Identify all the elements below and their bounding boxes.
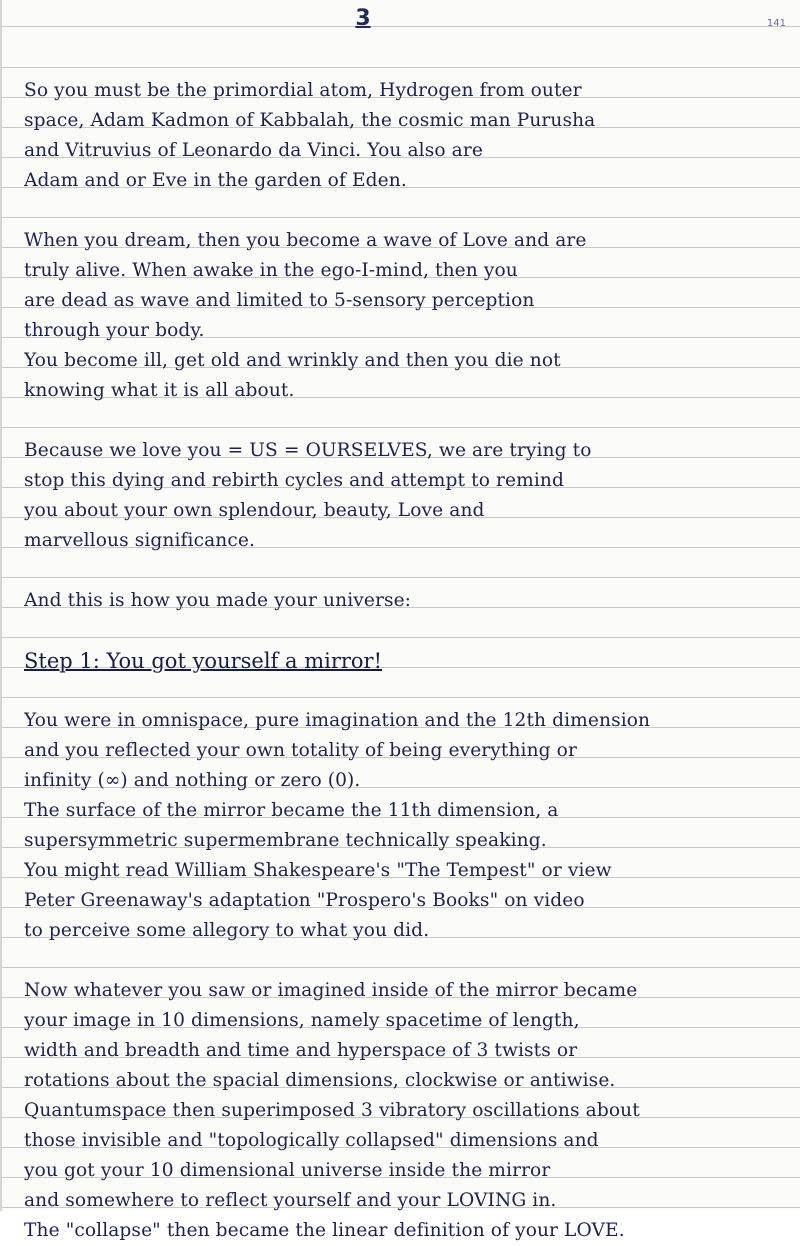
text-line: space, Adam Kadmon of Kabbalah, the cosmic man Purusha [24,110,596,131]
section-heading [24,646,796,676]
text-line: You become ill, get old and wrinkly and then you die not [24,350,561,371]
text-line: You were in omnispace, pure imagination and the 12th dimension [24,710,651,731]
text-line: rotations about the spacial dimensions, clockwise or antiwise. [24,1070,616,1091]
text-line: Quantumspace then superimposed 3 vibratory oscillations about [24,1100,640,1121]
text-line: And this is how you made your universe: [24,590,412,611]
paragraph-gap [24,946,796,976]
text-line: and somewhere to reflect yourself and your LOVING in. [24,1190,557,1211]
paragraph-gap [24,556,796,586]
text-line: So you must be the primordial atom, Hydrogen from outer [24,80,582,101]
text-line: Because we love you = US = OURSELVES, we are trying to [24,440,592,461]
paragraph-gap [24,196,796,226]
text-line: infinity (∞) and nothing or zero (0). [24,770,361,791]
text-line: are dead as wave and limited to 5-sensory perception [24,290,535,311]
page-number: 3 [355,6,371,31]
text-line: width and breadth and time and hyperspace of 3 twists or [24,1040,578,1061]
paragraph-gap [24,406,796,436]
page-stamp: 141 [766,18,786,29]
section-heading-text: Step 1: You got yourself a mirror! [24,649,383,673]
text-line: stop this dying and rebirth cycles and attempt to remind [24,470,564,491]
text-line: truly alive. When awake in the ego-I-mind, then you [24,260,518,281]
text-line: supersymmetric supermembrane technically speaking. [24,830,547,851]
text-line: Peter Greenaway's adaptation "Prospero's Books" on video [24,890,585,911]
text-line: your image in 10 dimensions, namely spacetime of length, [24,1010,580,1031]
text-line: Now whatever you saw or imagined inside of the mirror became [24,980,638,1001]
text-line: marvellous significance. [24,530,255,551]
text-line: and you reflected your own totality of being everything or [24,740,577,761]
text-line: and Vitruvius of Leonardo da Vinci. You also are [24,140,483,161]
text-line: to perceive some allegory to what you did. [24,920,430,941]
paragraph-gap [24,616,796,646]
text-line: The surface of the mirror became the 11th dimension, a [24,800,559,821]
text-line: knowing what it is all about. [24,380,295,401]
text-line: you got your 10 dimensional universe inside the mirror [24,1160,551,1181]
handwritten-text [24,76,796,1246]
text-line: You might read William Shakespeare's "The Tempest" or view [24,860,612,881]
text-line: When you dream, then you become a wave of Love and are [24,230,587,251]
text-line: those invisible and "topologically collapsed" dimensions and [24,1130,599,1151]
text-line: through your body. [24,320,205,341]
text-line: The "collapse" then became the linear definition of your LOVE. [24,1220,625,1241]
text-line: you about your own splendour, beauty, Love and [24,500,485,521]
paragraph-gap [24,676,796,706]
text-line: Adam and or Eve in the garden of Eden. [24,170,407,191]
